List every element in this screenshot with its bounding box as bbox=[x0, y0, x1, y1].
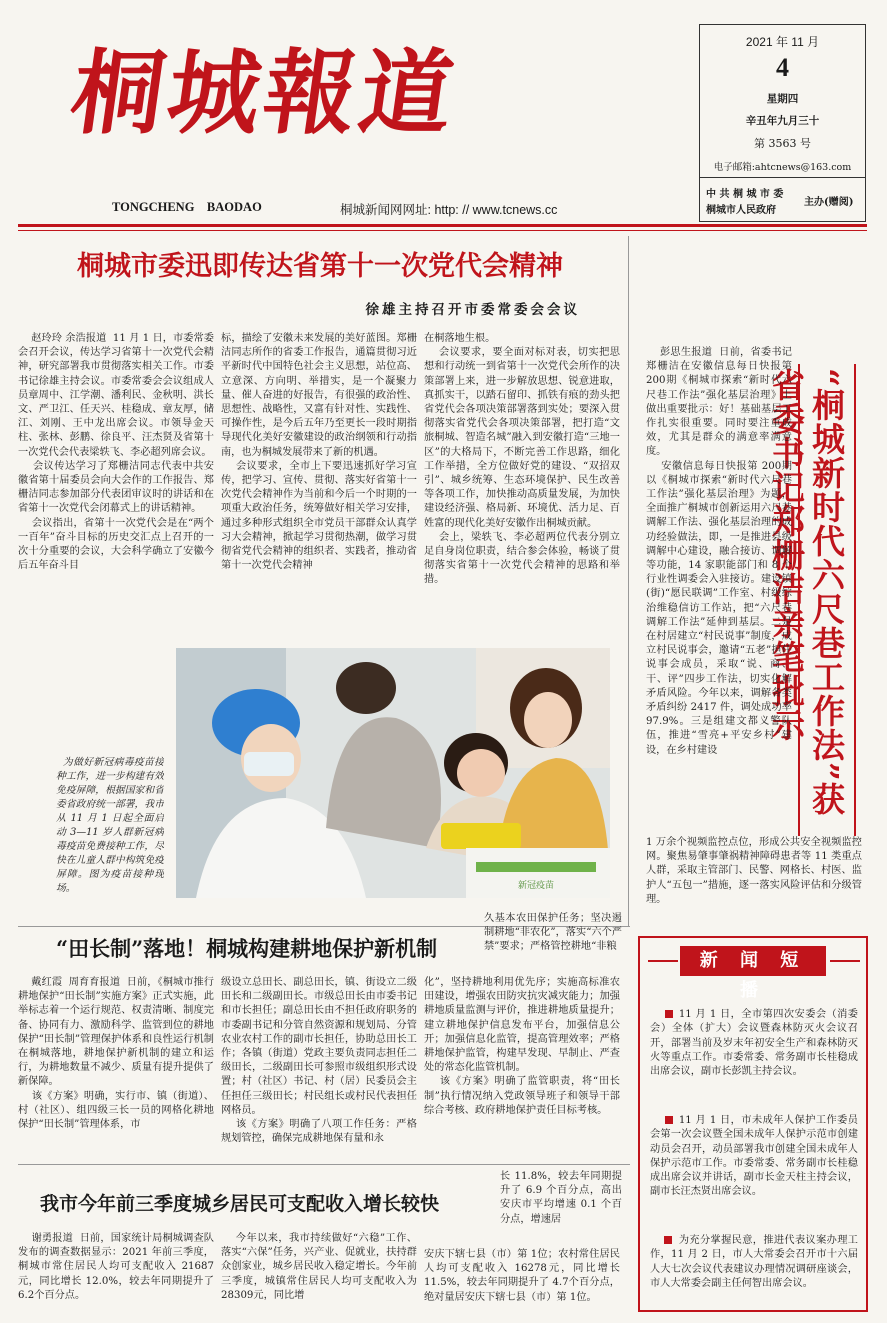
lead-column-3: 在桐落地生根。 会议要求，要全面对标对表，切实把思想和行动统一到省第十一次党代会所作的决策部署上来，进一步解放思想、锐意进取，真抓实干，以踏石留印、抓铁有痕的劲头把省党代会各项决策部署落到实处；要深入贯彻落实省党代会各项决策部署，把打造“文旅桐城、智造名城”融入到安徽打造“三地一区”的大格局下，不断完善工作思路，细化工作举措，全方位做好党的建设、“双招双引”、城乡统筹、生态环境保护、民生改善等各项工作，加快推动高质量发展，为加快建设经济强、格局新、环境优、活力足、百姓富的现代化美好安徽作出桐城贡献。 会上，梁轶飞、李必超两位代表分别立足自身岗位职责，结合参会体验，畅谈了贯彻落实省第十一次党代会精神的思路和举措。 bbox=[424, 333, 620, 586]
lead-headline: 桐城市委迅即传达省第十一次党代会精神 bbox=[77, 251, 563, 282]
issue-email: 电子邮箱:ahtcnews@163.com bbox=[713, 162, 852, 173]
farmland-column-3: 化”，坚持耕地利用优先序；实施高标准农田建设，增强农田防灾抗灾减灾能力；加强耕地质量监测与评价，推进耕地质量提升；建立耕地保护信息发布平台，加强信息公开；加强信息化监管，提高管理效率；严格耕地保护监管，构建早发现、早制止、严查处的常态化监管机制。 该《方案》明确了监管职责，将“田长制”执行情况纳入党政领导班子和领导干部综合考核、政府耕地保护责任目标考核。 bbox=[424, 977, 620, 1116]
side-title-frame bbox=[767, 364, 856, 836]
issue-weekday: 星期四 bbox=[766, 93, 799, 105]
issue-date: 2021 年 11 月 bbox=[745, 35, 820, 49]
photo-caption-text: 为做好新冠病毒疫苗接种工作，进一步构建有效免疫屏障，根据国家和省委省政府统一部署，我市从 11 月 1 日起全面启动 3—11 岁人群新冠病毒疫苗免费接种工作，尽快在儿童人群中构筑免疫屏障。图为疫苗接种现场。 bbox=[56, 757, 164, 892]
brief-item-1 bbox=[650, 994, 858, 1092]
briefs-header: 新 闻 短 播 bbox=[680, 946, 826, 976]
masthead-rule-thin bbox=[18, 230, 867, 231]
bullet-icon bbox=[664, 1236, 672, 1244]
vaccine-box-label: 新冠疫苗 bbox=[517, 881, 555, 891]
farmland-column-1: 戴红霞 周育育报道 日前，《桐城市推行耕地保护“田长制”实施方案》正式实施，此举标志着一个运行规范、权责清晰、制度完备、协同有力、激励科学、监管到位的耕地保护“田长制”管理保护体系和良性运行机制在桐城落地，耕地保护新机制的建立和运行，为耕地数量不减少、质量有提升提供了新保障。 该《方案》明确，实行市、镇（街道）、村（社区）、组四级三长一员的网格化耕地保护“田长制”管理体系，市 bbox=[18, 977, 214, 1131]
vaccination-photo bbox=[176, 648, 610, 898]
brief-item-3 bbox=[650, 1220, 858, 1304]
income-column-1: 谢勇报道 日前，国家统计局桐城调查队发布的调查数据显示：2021 年前三季度，桐城市常住居民人均可支配收入 21687元，同比增长 12.0%，较去年同期提升了 6.2个百分点。 bbox=[18, 1233, 214, 1301]
bullet-icon bbox=[665, 1116, 673, 1124]
brief-item-2 bbox=[650, 1100, 858, 1212]
income-column-3: 安庆下辖七县（市）第 1位；农村常住居民人均可支配收入 16278元，同比增长 11.5%，较去年同期提升了 4.7个百分点，绝对量居安庆下辖七县（市）第 1位。 bbox=[424, 1249, 620, 1303]
side-vertical-title: “桐城新时代六尺巷工作法”获省委书记郑栅洁亲笔批示 bbox=[767, 368, 846, 816]
masthead-rule-thick bbox=[18, 224, 867, 227]
photo-illustration bbox=[176, 648, 610, 898]
issue-lunar: 辛丑年九月三十 bbox=[745, 115, 820, 127]
farmland-column-2: 级设立总田长、副总田长，镇、街设立二级田长和二级副田长。市级总田长由市委书记和市长担任；副总田长由不担任政府职务的市委副书记和分管自然资源和规划局、分管农业农村工作的副市长担任，协助总田长工作；各镇（街道）党政主要负责同志担任二级田长，二级副田长可参照市级组织形式设置；村（社区）书记、村（居）民委员会主任担任三级田长；村民组长或村民代表担任网格员。 该《方案》明确了八项工作任务：严格规划管控，确保完成耕地保有量和永 bbox=[221, 977, 417, 1145]
briefs-box bbox=[638, 936, 868, 1312]
lead-column-2: 标，描绘了安徽未来发展的美好蓝图。郑栅洁同志所作的省委工作报告，通篇贯彻习近平新时代中国特色社会主义思想，站位高、立意深、方向明、举措实，是一个凝聚力量、催人奋进的好报告，有很强的政治性、思想性、战略性，又富有针对性、实践性、可操作性，是今后五年乃至更长一段时期指导现代化美好安徽建设的政治纲领和行动指南，也为桐城发展带来了新的机遇。 会议要求，全市上下要迅速抓好学习宣传，把学习、宣传、贯彻、落实好省第十一次党代会精神作为当前和今后一个时期的一项重大政治任务，统筹做好相关学习安排，通过多种形式组织全市党员干部群众认真学习大会精神，掀起学习贯彻热潮，做学习贯彻省党代会精神的组织者、实践者，推动省第十一次党代会精神 bbox=[221, 333, 417, 572]
income-top-right: 长 11.8%，较去年同期提升了 6.9 个百分点，高出安庆市平均增速 0.1 个百分点，增速居 bbox=[500, 1171, 622, 1225]
side-story-text-bottom: 1 万余个视频监控点位，形成公共安全视频监控网。聚焦易肇事肇祸精神障碍患者等 11 类重点人群，采取主管部门、民警、网格长、村医、监护人“五包一”措施，逐一落实风险评估和分级管理。 bbox=[646, 837, 862, 905]
issue-day: 4 bbox=[776, 53, 789, 82]
sponsor-line-1: 中 共 桐 城 市 委 bbox=[706, 189, 784, 200]
lead-subhead: 徐雄主持召开市委常委会会议 bbox=[365, 302, 580, 318]
side-story-text: 彭思生报道 日前，省委书记郑栅洁在安徽信息每日快报第 200期《桐城市探索“新时代六尺巷工作法”强化基层治理》上做出重要批示：好！基础基层工作扎实很重要。同时要注重成效，尤其是群众的满意率满意度。 安徽信息每日快报第 200期以《桐城市探索“新时代六尺巷工作法”强化基层治理》为题，全面推广桐城市创新运用六尺巷调解工作法、强化基层治理的成功经验做法，即，一是推进县级调解中心建设，融合接访、调解等功能，14 家职能部门和 8 个行业性调委会入驻接访。建设镇(街)“愿民联调”工作室、村级综治维稳信访工作站，把“六尺巷调解工作法”延伸到基层。二是在村居建立“村民说事”制度，成立村民说事会，邀请“五老”担任说事会成员，采取“说、商、干、评”四步工作法，切实化解矛盾风险。今年以来，调解各类矛盾纠纷 2417 件，调处成功率 97.9%。三是组建文都义警队伍，推进“雪亮+平安乡村”建设，在乡村建设 bbox=[646, 347, 792, 756]
issue-info-box bbox=[699, 24, 866, 222]
brief-item-1-text: 11 月 1 日，全市第四次安委会（消委会）全体（扩大）会议暨森林防灭火会议召开，部署当前及岁末年初安全生产和森林防灭火等重点工作。市委常委、常务副市长桂稳成出席会议，副市长彭凯主持会议。 bbox=[650, 1009, 858, 1078]
bullet-icon bbox=[665, 1010, 673, 1018]
website-url: 桐城新闻网网址: http: // www.tcnews.cc bbox=[340, 203, 558, 217]
logo-pinyin: TONGCHENG BAODAO bbox=[112, 200, 262, 214]
photo-caption bbox=[56, 742, 164, 892]
income-column-2: 今年以来，我市持续做好“六稳”工作、落实“六保”任务，兴产业、促就业，扶持群众创家业，城乡居民收入稳定增长。今年前三季度，城镇常住居民人均可支配收入为 28309元，同比增 bbox=[221, 1233, 417, 1301]
brief-item-3-text: 为充分掌握民意，推进代表议案办理工作，11 月 2 日，市人大常委会召开市十六届人大七次会议代表建议办理情况调研座谈会，市人大常委会副主任何智出席会议。 bbox=[650, 1235, 858, 1289]
newspaper-logo: 桐城報道 bbox=[64, 39, 464, 147]
issue-number: 第 3563 号 bbox=[754, 137, 811, 150]
sponsor-line-2: 桐城市人民政府 bbox=[706, 205, 776, 216]
income-headline: 我市今年前三季度城乡居民可支配收入增长较快 bbox=[40, 1193, 440, 1215]
farmland-headline: “田长制”落地！桐城构建耕地保护新机制 bbox=[56, 936, 438, 961]
lead-column-1: 赵玲玲 余浩报道 11 月 1 日，市委常委会召开会议，传达学习省第十一次党代会精神，研究部署我市贯彻落实相关工作。市委书记徐雄主持会议。市委常委会会议组成人员章周中、江学潮、潘利民、金秋明、洪长文、严卫江、任天兴、桂稳成、章友厚，储江、刘刚、王中龙出席会议。市领导金天柱、张林、彭鹏、徐良平、汪杰贤及省第十一次党代会代表梁轶飞、李必超列席会议。 会议传达学习了郑栅洁同志代表中共安徽省第十届委员会向大会作的工作报告、郑栅洁同志参加部分代表团审议时的讲话和在省第十一次党代会闭幕式上的讲话精神。 会议指出，省第十一次党代会是在“两个一百年”奋斗目标的历史交汇点上召开的一次十分重要的会议，大会科学确立了安徽今后五年奋斗目 bbox=[18, 333, 214, 572]
brief-item-2-text: 11 月 1 日，市未成年人保护工作委员会第一次会议暨全国未成年人保护示范市创建动员会召开，动员部署我市创建全国未成年人保护示范市工作。市委常委、常务副市长桂稳成出席会议并讲话，副市长金天柱主持会议，副市长汪杰贤出席会议。 bbox=[650, 1115, 858, 1198]
sponsor-note: 主办(赠阅) bbox=[804, 197, 854, 208]
farmland-top-right: 久基本农田保护任务；坚决遏制耕地“非农化”，落实“六个严禁”要求；严格管控耕地“非粮 bbox=[484, 913, 622, 953]
